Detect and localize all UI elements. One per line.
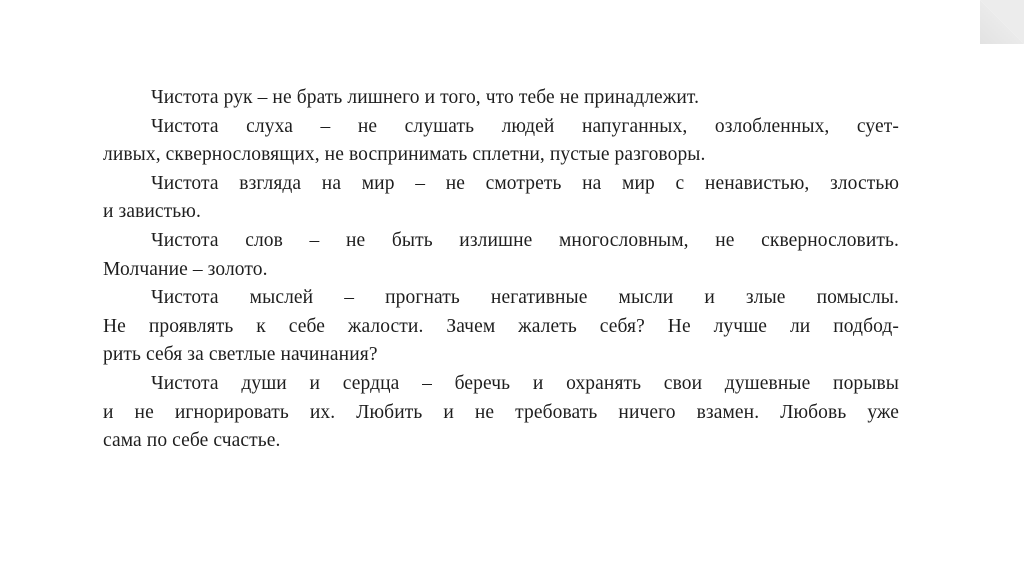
paragraph-hearing bbox=[103, 113, 899, 170]
paragraph-hands bbox=[103, 84, 899, 113]
paragraph-view bbox=[103, 170, 899, 227]
page-corner-fold bbox=[980, 0, 1024, 44]
paragraph-words bbox=[103, 227, 899, 284]
paragraph-soul bbox=[103, 370, 899, 456]
paragraph-thoughts bbox=[103, 284, 899, 370]
text-line: ливых, сквернословящих, не воспринимать сплетни, пустые разговоры. bbox=[103, 144, 706, 166]
text-line: Не проявлять к себе жалости. Зачем жалеть себя? Не лучше ли подбод- bbox=[103, 315, 899, 337]
text-line: Молчание – золото. bbox=[103, 258, 268, 280]
text-line: сама по себе счастье. bbox=[103, 430, 281, 452]
text-line: Чистота слуха – не слушать людей напуганных, озлобленных, сует- bbox=[151, 115, 899, 137]
text-line: и завистью. bbox=[103, 201, 201, 223]
document-text bbox=[103, 84, 899, 456]
text-line: рить себя за светлые начинания? bbox=[103, 344, 378, 366]
text-line: и не игнорировать их. Любить и не требовать ничего взамен. Любовь уже bbox=[103, 401, 899, 423]
text-line: Чистота слов – не быть излишне многословным, не сквернословить. bbox=[151, 229, 899, 251]
text-line: Чистота рук – не брать лишнего и того, что тебе не принадлежит. bbox=[151, 87, 700, 108]
text-line: Чистота взгляда на мир – не смотреть на мир с ненавистью, злостью bbox=[151, 172, 899, 194]
text-line: Чистота души и сердца – беречь и охранять свои душевные порывы bbox=[151, 372, 899, 394]
text-line: Чистота мыслей – прогнать негативные мысли и злые помыслы. bbox=[151, 287, 899, 309]
